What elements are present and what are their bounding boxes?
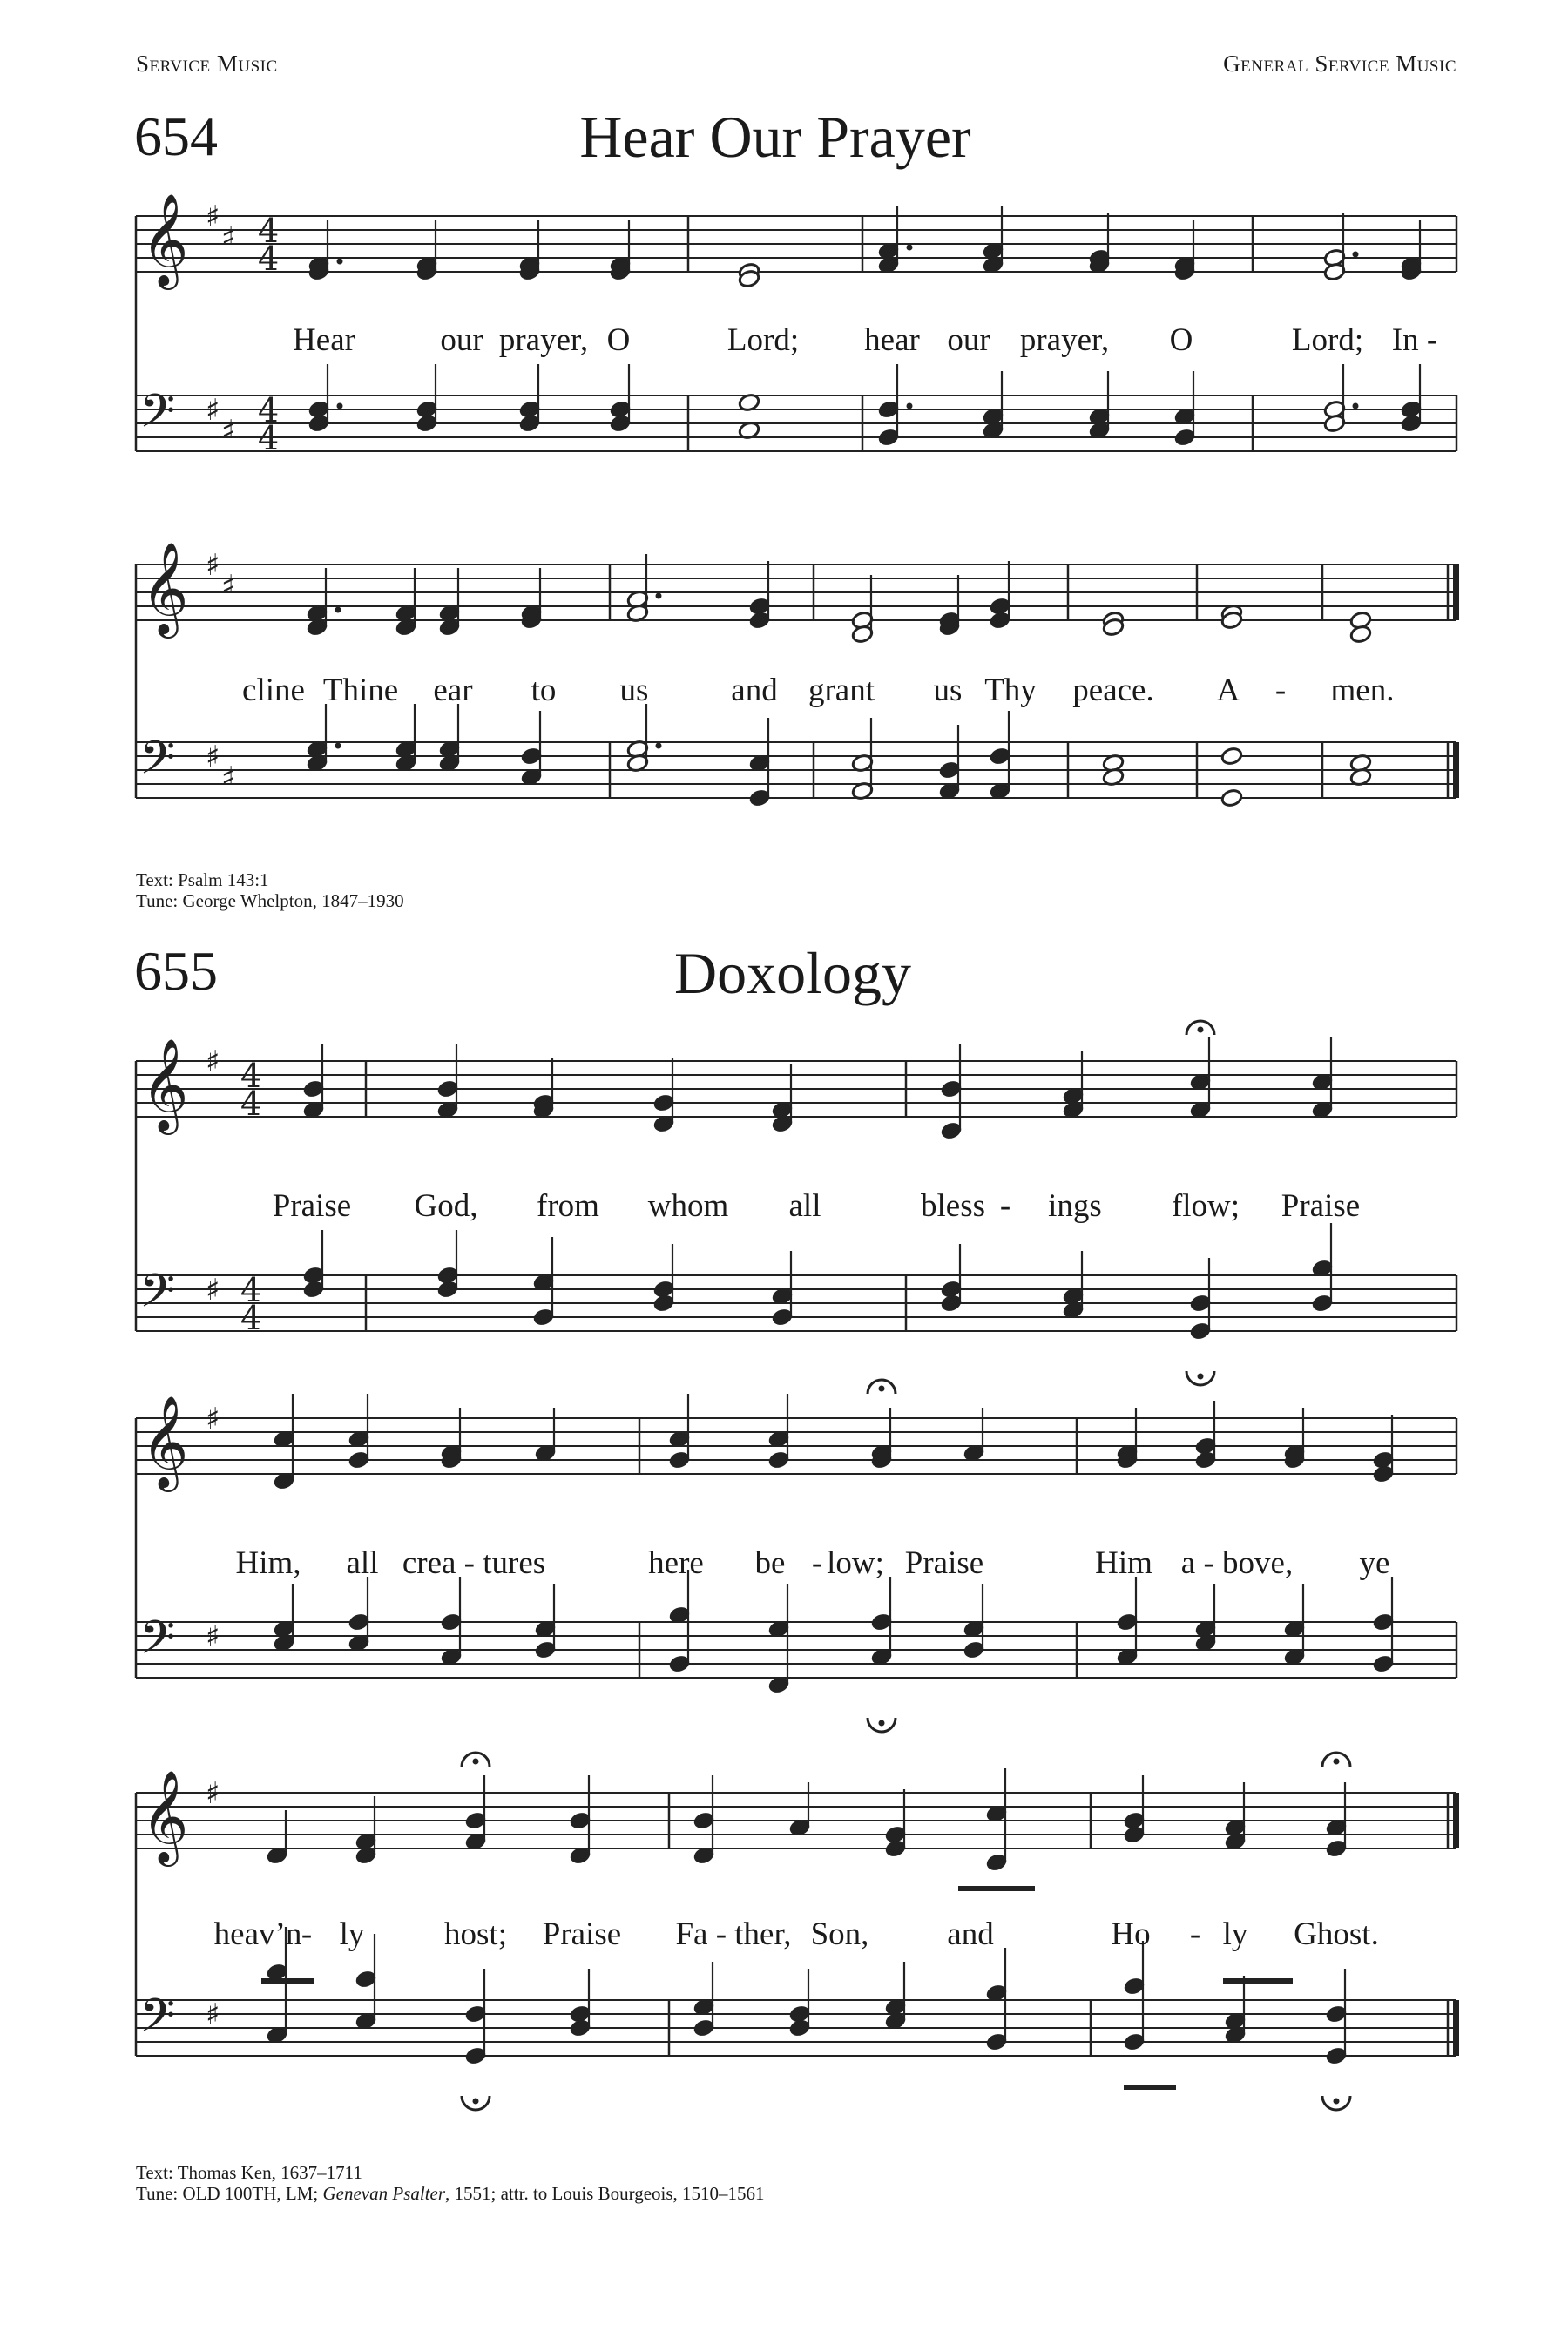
sharp-icon: ♯ xyxy=(206,740,220,774)
lyric-syllable: Fa - ther, xyxy=(675,1916,792,1952)
lyric-syllable: Ho xyxy=(1111,1916,1151,1952)
lyric-syllable: prayer, xyxy=(1019,322,1110,358)
hymn-number: 655 xyxy=(134,940,218,1002)
bass-clef-icon: 𝄢 xyxy=(139,1612,176,1676)
bass-clef-icon: 𝄢 xyxy=(139,732,176,796)
fermata-dot xyxy=(1334,1759,1340,1765)
lyric-syllable: Ghost. xyxy=(1294,1916,1379,1952)
sharp-icon: ♯ xyxy=(206,1997,220,2032)
lyric-syllable: here xyxy=(648,1545,704,1581)
lyric-syllable: whom xyxy=(647,1188,729,1224)
sharp-icon: ♯ xyxy=(206,1619,220,1654)
lyric-syllable: O xyxy=(606,322,631,358)
fermata-dot xyxy=(879,1386,885,1392)
augmentation-dot xyxy=(656,743,662,749)
time-signature-numerator: 4 xyxy=(240,1057,262,1095)
lyric-syllable: ings xyxy=(1048,1188,1102,1224)
lyric-syllable: Lord; xyxy=(1291,322,1364,358)
hymn-title: Hear Our Prayer xyxy=(579,104,971,170)
fermata-dot xyxy=(1198,1027,1204,1033)
treble-clef-icon: 𝄞 xyxy=(141,193,189,286)
time-signature-numerator: 4 xyxy=(258,391,280,429)
staff xyxy=(136,1275,1456,1331)
staff xyxy=(136,564,1456,620)
time-signature-denominator: 4 xyxy=(258,419,280,457)
lyric-syllable: us xyxy=(619,672,649,708)
bass-clef-icon: 𝄢 xyxy=(139,1990,176,2054)
bass-clef-icon: 𝄢 xyxy=(139,1265,176,1329)
sharp-icon: ♯ xyxy=(206,199,220,234)
treble-clef-icon: 𝄞 xyxy=(141,1769,189,1862)
hymn-title: Doxology xyxy=(674,940,911,1006)
lyric-syllable: - xyxy=(999,1188,1011,1224)
running-header-right: General Service Music xyxy=(1223,51,1456,77)
lyric-syllable: low; xyxy=(827,1545,884,1581)
lyric-syllable: Son, xyxy=(810,1916,869,1952)
lyric-syllable: host; xyxy=(444,1916,507,1952)
time-signature-numerator: 4 xyxy=(258,212,280,250)
lyric-syllable: hear xyxy=(864,322,920,358)
lyric-syllable: a - bove, xyxy=(1180,1545,1294,1581)
lyric-syllable: Praise xyxy=(272,1188,352,1224)
lyric-syllable: - xyxy=(1274,672,1287,708)
lyric-syllable: all xyxy=(788,1188,821,1224)
lyric-syllable: grant xyxy=(808,672,875,708)
lyric-syllable: prayer, xyxy=(498,322,589,358)
lyric-syllable: ly xyxy=(339,1916,365,1952)
treble-clef-icon: 𝄞 xyxy=(141,1395,189,1488)
time-signature-denominator: 4 xyxy=(258,240,280,278)
lyric-syllable: A xyxy=(1216,672,1240,708)
lyric-syllable: Hear xyxy=(293,322,355,358)
final-barline xyxy=(1453,564,1459,620)
lyric-syllable: our xyxy=(947,322,990,358)
sharp-icon: ♯ xyxy=(206,1776,220,1811)
lyric-syllable: Thy xyxy=(984,672,1037,708)
lyric-syllable: be xyxy=(754,1545,786,1581)
lyric-syllable: crea - tures xyxy=(402,1545,546,1581)
augmentation-dot xyxy=(337,259,343,265)
sharp-icon: ♯ xyxy=(221,414,236,449)
lyric-syllable: flow; xyxy=(1171,1188,1240,1224)
sharp-icon: ♯ xyxy=(221,220,236,255)
augmentation-dot xyxy=(1353,403,1359,409)
treble-clef-icon: 𝄞 xyxy=(141,1037,189,1131)
note-head xyxy=(1220,788,1243,808)
augmentation-dot xyxy=(337,403,343,409)
sharp-icon: ♯ xyxy=(221,760,236,795)
text-credit: Text: Psalm 143:1 xyxy=(136,869,269,890)
sharp-icon: ♯ xyxy=(206,393,220,428)
staff xyxy=(136,395,1456,451)
final-barline xyxy=(1453,2000,1459,2056)
lyric-syllable: and xyxy=(947,1916,994,1952)
lyric-syllable: cline xyxy=(242,672,305,708)
time-signature-denominator: 4 xyxy=(240,1085,262,1123)
lyric-syllable: Praise xyxy=(904,1545,984,1581)
tune-credit: Tune: OLD 100TH, LM; Genevan Psalter, 1551; attr. to Louis Bourgeois, 1510–1561 xyxy=(136,2183,765,2204)
staff xyxy=(136,742,1456,798)
lyric-syllable: ear xyxy=(433,672,473,708)
lyric-syllable: men. xyxy=(1330,672,1395,708)
sharp-icon: ♯ xyxy=(221,569,236,604)
augmentation-dot xyxy=(1353,252,1359,258)
lyric-syllable: Thine xyxy=(322,672,399,708)
lyric-syllable: us xyxy=(933,672,963,708)
sharp-icon: ♯ xyxy=(206,1044,220,1079)
lyric-syllable: to xyxy=(531,672,557,708)
augmentation-dot xyxy=(907,403,913,409)
lyric-syllable: - xyxy=(1189,1916,1201,1952)
final-barline xyxy=(1453,742,1459,798)
treble-clef-icon: 𝄞 xyxy=(141,541,189,634)
lyric-syllable: bless xyxy=(921,1188,985,1224)
time-signature-numerator: 4 xyxy=(240,1271,262,1309)
lyric-syllable: Him, xyxy=(235,1545,301,1581)
running-header-left: Service Music xyxy=(136,51,278,77)
augmentation-dot xyxy=(335,743,341,749)
time-signature-denominator: 4 xyxy=(240,1299,262,1337)
lyric-syllable: all xyxy=(346,1545,379,1581)
staff xyxy=(136,1793,1456,1848)
lyric-syllable: heav’n xyxy=(213,1916,302,1952)
sharp-icon: ♯ xyxy=(206,1402,220,1436)
hymn-number: 654 xyxy=(134,105,218,167)
augmentation-dot xyxy=(907,245,913,251)
augmentation-dot xyxy=(656,593,662,599)
lyric-syllable: ly xyxy=(1222,1916,1248,1952)
lyric-syllable: and xyxy=(731,672,778,708)
lyric-syllable: God, xyxy=(414,1188,478,1224)
bass-clef-icon: 𝄢 xyxy=(139,385,176,449)
lyric-syllable: our xyxy=(440,322,483,358)
sharp-icon: ♯ xyxy=(206,548,220,583)
lyric-syllable: - xyxy=(811,1545,823,1581)
sharp-icon: ♯ xyxy=(206,1273,220,1308)
lyric-syllable: Him xyxy=(1095,1545,1152,1581)
lyric-syllable: peace. xyxy=(1072,672,1154,708)
lyric-syllable: from xyxy=(537,1188,599,1224)
staff xyxy=(136,1418,1456,1474)
staff xyxy=(136,1622,1456,1678)
note-head xyxy=(1220,747,1243,767)
lyric-syllable: ye xyxy=(1359,1545,1390,1581)
lyric-syllable: - xyxy=(301,1916,313,1952)
staff xyxy=(136,1061,1456,1117)
text-credit: Text: Thomas Ken, 1637–1711 xyxy=(136,2162,362,2183)
staff xyxy=(136,216,1456,272)
lyric-syllable: Praise xyxy=(542,1916,622,1952)
lyric-syllable: In - xyxy=(1391,322,1438,358)
lyric-syllable: Lord; xyxy=(727,322,800,358)
final-barline xyxy=(1453,1793,1459,1848)
fermata-dot xyxy=(1198,1374,1204,1380)
fermata-dot xyxy=(1334,2099,1340,2105)
fermata-dot xyxy=(473,2099,479,2105)
augmentation-dot xyxy=(335,607,341,613)
fermata-dot xyxy=(473,1759,479,1765)
note-head xyxy=(1349,625,1372,645)
tune-credit: Tune: George Whelpton, 1847–1930 xyxy=(136,890,404,911)
lyric-syllable: O xyxy=(1169,322,1193,358)
fermata-dot xyxy=(879,1720,885,1727)
lyric-syllable: Praise xyxy=(1281,1188,1361,1224)
